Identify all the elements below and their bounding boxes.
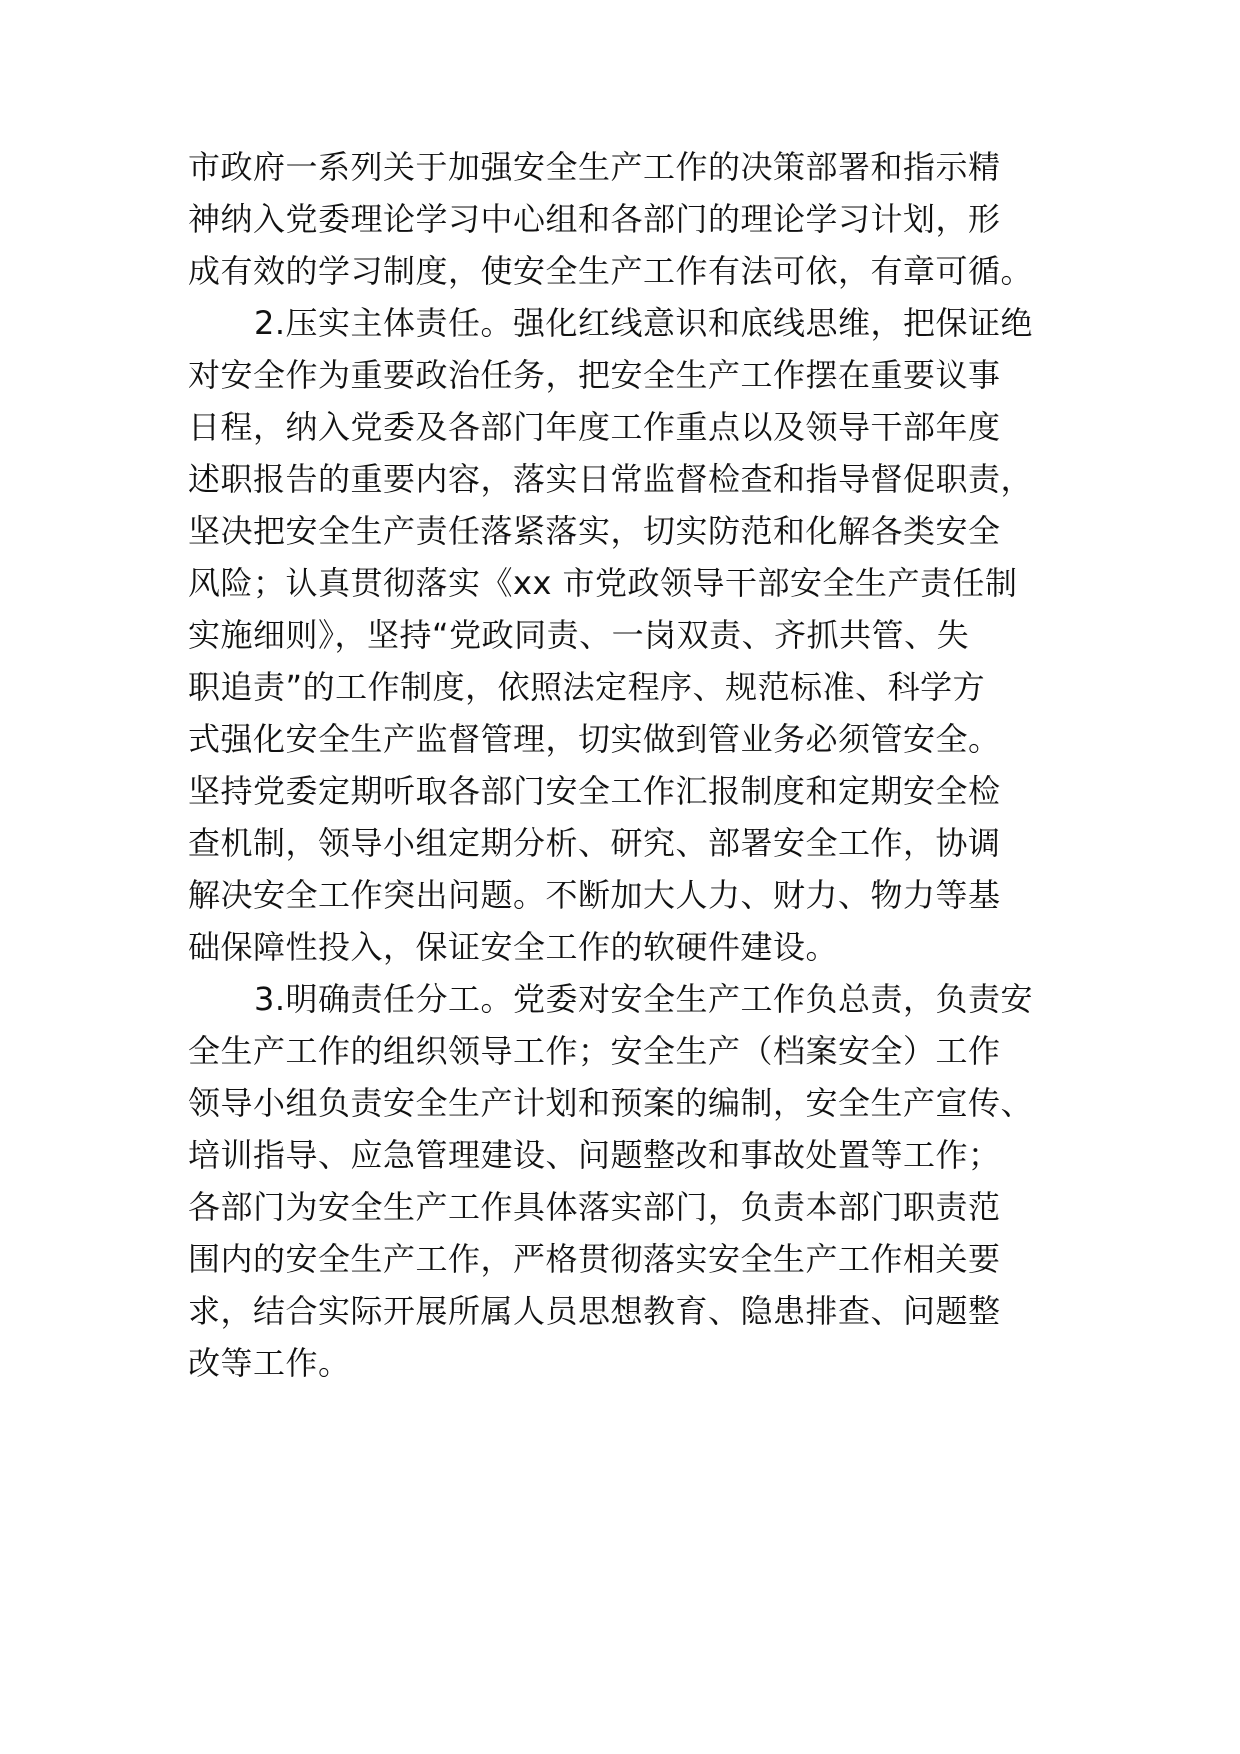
- text-line: 成有效的学习制度，使安全生产工作有法可依，有章可循。: [188, 252, 1034, 290]
- text-line: 神纳入党委理论学习中心组和各部门的理论学习计划，形: [188, 200, 1001, 238]
- text-line: 风险；认真贯彻落实《xx 市党政领导干部安全生产责任制: [188, 564, 1018, 602]
- text-line: 实施细则》，坚持“党政同责、一岗双责、齐抓共管、失: [188, 616, 970, 654]
- text-line: 求，结合实际开展所属人员思想教育、隐患排查、问题整: [188, 1292, 1001, 1330]
- text-line: 础保障性投入，保证安全工作的软硬件建设。: [188, 928, 839, 966]
- text-line: 查机制，领导小组定期分析、研究、部署安全工作，协调: [188, 824, 1001, 862]
- text-line: 对安全作为重要政治任务，把安全生产工作摆在重要议事: [188, 356, 1001, 394]
- section-3-heading-line: 3.明确责任分工。党委对安全生产工作负总责，负责安: [254, 980, 1034, 1018]
- text-line: 围内的安全生产工作，严格贯彻落实安全生产工作相关要: [188, 1240, 1001, 1278]
- text-line: 述职报告的重要内容，落实日常监督检查和指导督促职责，: [188, 460, 1034, 498]
- text-line: 坚决把安全生产责任落紧落实，切实防范和化解各类安全: [188, 512, 1001, 550]
- text-line: 式强化安全生产监督管理，切实做到管业务必须管安全。: [188, 720, 1001, 758]
- text-line: 解决安全工作突出问题。不断加大人力、财力、物力等基: [188, 876, 1001, 914]
- text-line: 日程，纳入党委及各部门年度工作重点以及领导干部年度: [188, 408, 1001, 446]
- text-line: 各部门为安全生产工作具体落实部门，负责本部门职责范: [188, 1188, 1001, 1226]
- section-2-heading-line: 2.压实主体责任。强化红线意识和底线思维，把保证绝: [254, 304, 1034, 342]
- text-line: 全生产工作的组织领导工作；安全生产（档案安全）工作: [188, 1032, 1001, 1070]
- text-line: 坚持党委定期听取各部门安全工作汇报制度和定期安全检: [188, 772, 1001, 810]
- text-line: 市政府一系列关于加强安全生产工作的决策部署和指示精: [188, 148, 1001, 186]
- text-line: 职追责”的工作制度，依照法定程序、规范标准、科学方: [188, 668, 986, 706]
- text-line: 培训指导、应急管理建设、问题整改和事故处置等工作；: [188, 1136, 1001, 1174]
- text-line: 改等工作。: [188, 1344, 351, 1382]
- text-line: 领导小组负责安全生产计划和预案的编制，安全生产宣传、: [188, 1084, 1034, 1122]
